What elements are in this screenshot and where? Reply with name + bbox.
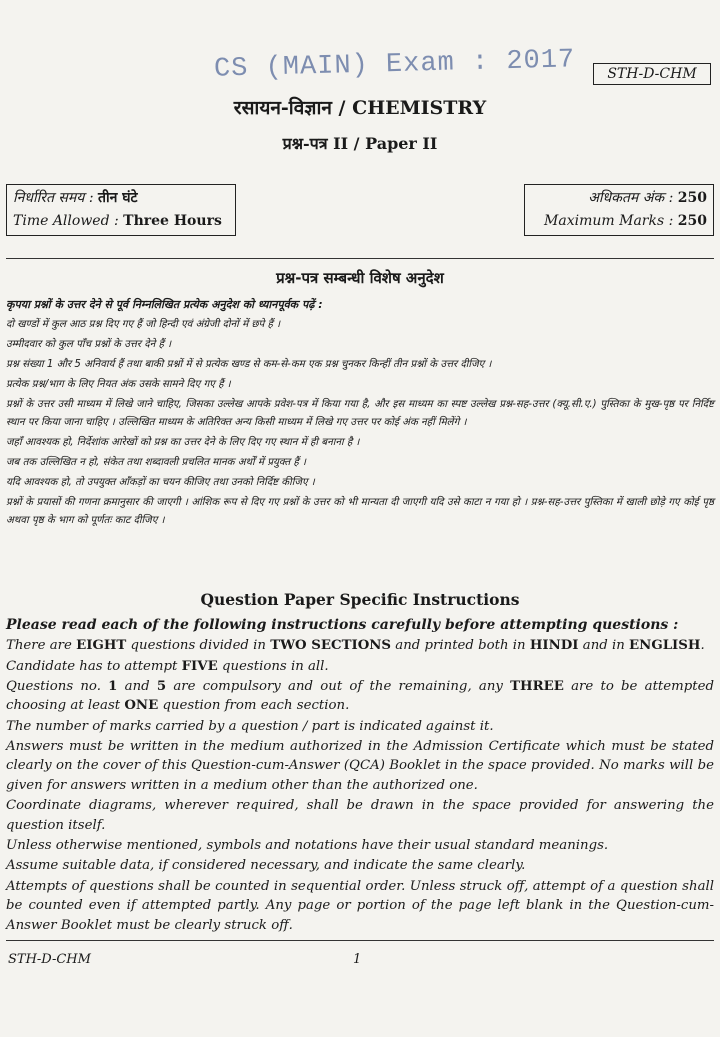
english-instruction: There are EIGHT questions divided in TWO SECTIONS and printed both in HINDI and in ENGLISH. [6, 638, 705, 654]
english-instruction: Answers must be written in the medium authorized in the Admission Certificate which must be stated clearly on the cover of this Question-cum-Answer (QCA) Booklet in the space provided. No marks will be given for answers written in a medium other than the authorized one. [6, 738, 714, 793]
paper-subtitle: प्रश्न-पत्र II / Paper II [282, 134, 438, 153]
time-allowed-english [13, 210, 229, 233]
time-label-hindi: निर्धारित समय : [13, 190, 94, 206]
english-instructions-heading: Question Paper Specific Instructions [200, 590, 520, 609]
divider-top [6, 258, 714, 259]
english-instruction: Candidate has to attempt FIVE questions in all. [6, 658, 329, 674]
hindi-instruction: प्रश्नों के उत्तर उसी माध्यम में लिखे जाने चाहिए, जिसका उल्लेख आपके प्रवेश-पत्र में किया गया है, और इस माध्यम का स्पष्ट उल्लेख प्रश्न-सह-उत्तर (क्यू.सी.ए.) पुस्तिका के मुख-पृष्ठ पर निर्दिष्ट स्थान पर किया जाना चाहिए । उल्लिखित माध्यम के अतिरिक्त अन्य किसी माध्यम में लिखे गए उत्तर पर कोई अंक नहीं मिलेंगे । [6, 399, 714, 429]
hindi-instructions [6, 296, 714, 532]
marks-label-hindi: अधिकतम अंक : [588, 190, 674, 206]
english-instruction: The number of marks carried by a question / part is indicated against it. [6, 718, 494, 734]
hindi-instruction: जहाँ आवश्यक हो, निर्देशांक आरेखों को प्रश्न का उत्तर देने के लिए दिए गए स्थान में ही बनाना है । [6, 437, 360, 449]
hindi-instructions-heading: प्रश्न-पत्र सम्बन्धी विशेष अनुदेश [276, 269, 444, 287]
english-instruction: Attempts of questions shall be counted in sequential order. Unless struck off, attempt of a question shall be counted even if attempted partly. Any page or portion of the page left blank in the Question-cum-Answer Booklet must be clearly struck off. [6, 878, 714, 933]
maximum-marks-box [524, 184, 714, 236]
paper-title: रसायन-विज्ञान / CHEMISTRY [233, 97, 487, 119]
footer-page-number: 1 [353, 952, 362, 967]
footer-paper-code: STH-D-CHM [8, 952, 91, 967]
marks-value-english: 250 [677, 213, 707, 229]
marks-label-english: Maximum Marks : [544, 213, 674, 229]
time-allowed-box [6, 184, 236, 236]
hindi-instruction: दो खण्डों में कुल आठ प्रश्न दिए गए हैं जो हिन्दी एवं अंग्रेजी दोनों में छपे हैं । [6, 319, 281, 331]
marks-hindi [531, 187, 707, 210]
english-instructions [6, 616, 714, 936]
marks-english [531, 210, 707, 233]
hindi-instruction: प्रश्नों के प्रयासों की गणना क्रमानुसार की जाएगी । आंशिक रूप से दिए गए प्रश्नों के उत्तर को भी मान्यता दी जाएगी यदि उसे काटा न गया हो । प्रश्न-सह-उत्तर पुस्तिका में खाली छोड़े गए कोई पृष्ठ अथवा पृष्ठ के भाग को पूर्णतः काट दीजिए । [6, 497, 714, 527]
time-value-english: Three Hours [123, 213, 222, 229]
hindi-instruction-intro: कृपया प्रश्नों के उत्तर देने से पूर्व निम्नलिखित प्रत्येक अनुदेश को ध्यानपूर्वक पढ़ें : [6, 298, 323, 311]
english-instruction-intro: Please read each of the following instructions carefully before attempting questions : [6, 617, 679, 633]
english-instruction: Coordinate diagrams, wherever required, shall be drawn in the space provided for answering the question itself. [6, 798, 714, 833]
hindi-instruction: जब तक उल्लिखित न हो, संकेत तथा शब्दावली प्रचलित मानक अर्थों में प्रयुक्त हैं । [6, 457, 306, 469]
english-instruction: Questions no. 1 and 5 are compulsory and out of the remaining, any THREE are to be attempted choosing at least ONE question from each section. [6, 678, 714, 714]
hindi-instruction: प्रत्येक प्रश्न/भाग के लिए नियत अंक उसके सामने दिए गए हैं । [6, 379, 231, 391]
divider-bottom [6, 940, 714, 941]
hindi-instruction: प्रश्न संख्या 1 और 5 अनिवार्य हैं तथा बाकी प्रश्नों में से प्रत्येक खण्ड से कम-से-कम एक प्रश्न चुनकर किन्हीं तीन प्रश्नों के उत्तर दीजिए । [6, 359, 492, 371]
time-label-english: Time Allowed : [13, 213, 119, 229]
hindi-instruction: उम्मीदवार को कुल पाँच प्रश्नों के उत्तर देने हैं । [6, 339, 172, 351]
exam-stamp: CS (MAIN) Exam : 2017 [213, 45, 576, 85]
english-instruction: Unless otherwise mentioned, symbols and notations have their usual standard meanings. [6, 838, 609, 854]
paper-code-box: STH-D-CHM [593, 63, 711, 85]
time-allowed-hindi [13, 187, 229, 210]
time-value-hindi: तीन घंटे [98, 190, 138, 206]
english-instruction: Assume suitable data, if considered necessary, and indicate the same clearly. [6, 858, 526, 874]
hindi-instruction: यदि आवश्यक हो, तो उपयुक्त आँकड़ों का चयन कीजिए तथा उनको निर्दिष्ट कीजिए । [6, 477, 315, 489]
marks-value-hindi: 250 [677, 190, 707, 206]
